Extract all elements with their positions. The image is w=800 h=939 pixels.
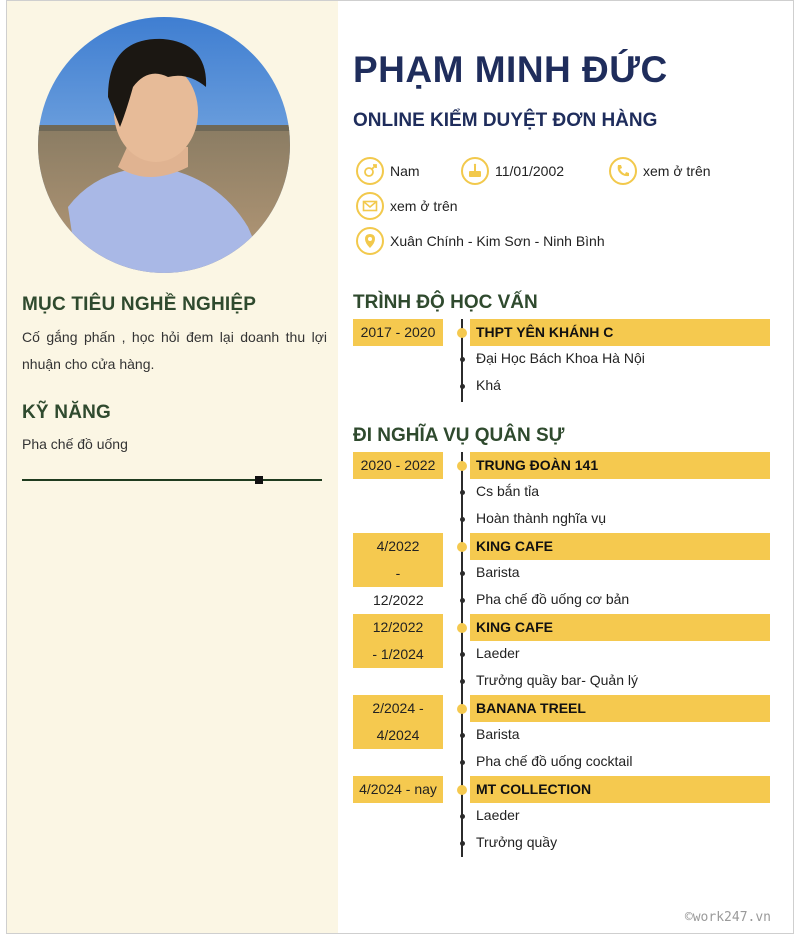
timeline-dot [457,542,467,552]
entry-item: Pha chế đồ uống cơ bản [476,591,630,607]
education-date: 2017 - 2020 [353,319,443,346]
email-value: xem ở trên [390,198,458,214]
envelope-icon [356,192,384,220]
info-birthday [461,157,564,185]
entry-org: TRUNG ĐOÀN 141 [470,452,770,479]
education-item: Đại Học Bách Khoa Hà Nội [476,350,645,366]
gender-value: Nam [390,163,420,179]
info-phone [609,157,711,185]
bullet-dot [460,652,465,657]
avatar [38,17,290,273]
entry-item: Laeder [476,645,520,661]
bullet-dot [460,814,465,819]
entry-item: Laeder [476,807,520,823]
entry-date: 12/2022 - 1/2024 [353,614,443,668]
bullet-dot [460,679,465,684]
entry-item: Barista [476,564,520,580]
entry-org: BANANA TREEL [470,695,770,722]
entry-item: Cs bắn tỉa [476,483,540,499]
bullet-dot [460,384,465,389]
address-value: Xuân Chính - Kim Sơn - Ninh Bình [390,233,605,249]
entry-date: 2/2024 - 4/2024 [353,695,443,749]
skills-title: KỸ NĂNG [22,402,112,423]
phone-value: xem ở trên [643,163,711,179]
bullet-dot [460,598,465,603]
bullet-dot [460,571,465,576]
map-pin-icon [356,227,384,255]
bullet-dot [460,357,465,362]
entry-date: 4/2022 - 12/2022 [353,533,443,587]
military-timeline [353,452,771,857]
info-gender [356,157,420,185]
objective-text: Cố gắng phấn , học hỏi đem lại doanh thu lợi nhuận cho cửa hàng. [22,329,327,372]
timeline-dot [457,623,467,633]
bullet-dot [460,517,465,522]
job-title: ONLINE KIỂM DUYỆT ĐƠN HÀNG [353,110,658,131]
entry-item: Trưởng quầy [476,834,558,850]
timeline-dot [457,704,467,714]
entry-item: Barista [476,726,520,742]
entry-item: Hoàn thành nghĩa vụ [476,510,606,526]
bullet-dot [460,733,465,738]
education-item: Khá [476,377,501,393]
sidebar [7,1,338,933]
military-title: ĐI NGHĨA VỤ QUÂN SỰ [353,425,565,446]
entry-org: KING CAFE [470,614,770,641]
education-title: TRÌNH ĐỘ HỌC VẤN [353,292,538,313]
timeline-dot [457,328,467,338]
timeline-dot [457,785,467,795]
entry-date: 4/2024 - nay [353,776,443,803]
bullet-dot [460,760,465,765]
birthday-value: 11/01/2002 [495,163,565,179]
entry-item: Trưởng quầy bar- Quản lý [476,672,638,688]
entry-org: KING CAFE [470,533,770,560]
timeline-dot [457,461,467,471]
education-timeline [353,319,771,402]
entry-org: MT COLLECTION [470,776,770,803]
objective-title: MỤC TIÊU NGHỀ NGHIỆP [22,294,257,315]
entry-item: Pha chế đồ uống cocktail [476,753,633,769]
candidate-name: PHẠM MINH ĐỨC [353,49,668,90]
skill-name: Pha chế đồ uống [22,436,128,452]
entry-date: 2020 - 2022 [353,452,443,479]
bullet-dot [460,490,465,495]
skill-level-knob [255,476,263,484]
phone-icon [609,157,637,185]
skill-level-bar [22,479,322,481]
cv-page [6,0,794,934]
watermark: ©work247.vn [684,910,771,925]
info-address [356,227,605,255]
gender-icon [356,157,384,185]
info-email [356,192,458,220]
cake-icon [461,157,489,185]
education-school: THPT YÊN KHÁNH C [470,319,770,346]
bullet-dot [460,841,465,846]
